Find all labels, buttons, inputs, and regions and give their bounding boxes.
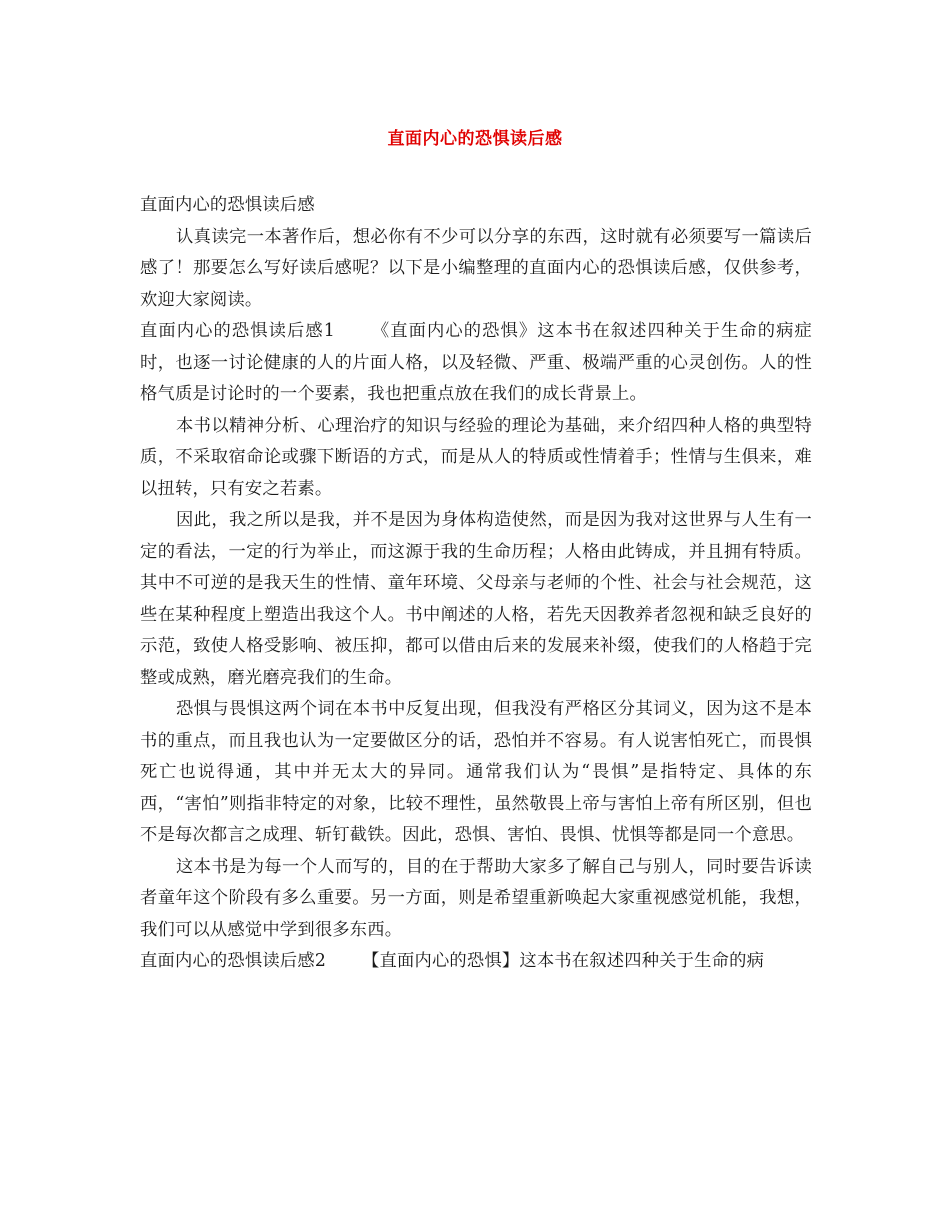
body-paragraph: 因此，我之所以是我，并不是因为身体构造使然，而是因为我对这世界与人生有一定的看法，一定的行为举止，而这源于我的生命历程；人格由此铸成，并且拥有特质。其中不可逆的是我天生的性情、童年环境、父母亲与老师的个性、社会与社会规范，这些在某种程度上塑造出我这个人。书中阐述的人格，若先天因教养者忽视和缺乏良好的示范，致使人格受影响、被压抑，都可以借由后来的发展来补缀，使我们的人格趋于完整或成熟，磨光磨亮我们的生命。 [140, 510, 812, 688]
intro-paragraph: 认真读完一本著作后，想必你有不少可以分享的东西，这时就有必须要写一篇读后感了！那要怎么写好读后感呢？以下是小编整理的直面内心的恐惧读后感，仅供参考，欢迎大家阅读。 [140, 226, 812, 310]
section-1-text: 《直面内心的恐惧》这本书在叙述四种关于生命的病症时，也逐一讨论健康的人的片面人格，以及轻微、严重、极端严重的心灵创伤。人的性格气质是讨论时的一个要素，我也把重点放在我们的成长背景上。 [140, 321, 812, 404]
section-1-paragraph [140, 316, 812, 411]
body-paragraph: 这本书是为每一个人而写的，目的在于帮助大家多了解自己与别人，同时要告诉读者童年这个阶段有多么重要。另一方面，则是希望重新唤起大家重视感觉机能，我想，我们可以从感觉中学到很多东西。 [140, 856, 812, 940]
body-paragraph: 本书以精神分析、心理治疗的知识与经验的理论为基础，来介绍四种人格的典型特质，不采取宿命论或骤下断语的方式，而是从人的特质或性情着手；性情与生俱来，难以扭转，只有安之若素。 [140, 415, 812, 499]
section-2-text: 【直面内心的恐惧】这本书在叙述四种关于生命的病 [362, 951, 765, 971]
document-title: 直面内心的恐惧读后感 [387, 129, 563, 149]
section-2-label: 直面内心的恐惧读后感2 [140, 951, 327, 971]
section-2-paragraph [140, 946, 812, 978]
document-body [140, 190, 812, 978]
body-paragraph: 恐惧与畏惧这两个词在本书中反复出现，但我没有严格区分其词义，因为这不是本书的重点，而且我也认为一定要做区分的话，恐怕并不容易。有人说害怕死亡，而畏惧死亡也说得通，其中并无太大的异同。通常我们认为“畏惧”是指特定、具体的东西，“害怕”则指非特定的对象，比较不理性，虽然敬畏上帝与害怕上帝有所区别，但也不是每次都言之成理、斩钉截铁。因此，恐惧、害怕、畏惧、忧惧等都是同一个意思。 [140, 699, 812, 845]
section-1-label: 直面内心的恐惧读后感1 [140, 321, 335, 341]
document-heading: 直面内心的恐惧读后感 [140, 195, 315, 215]
